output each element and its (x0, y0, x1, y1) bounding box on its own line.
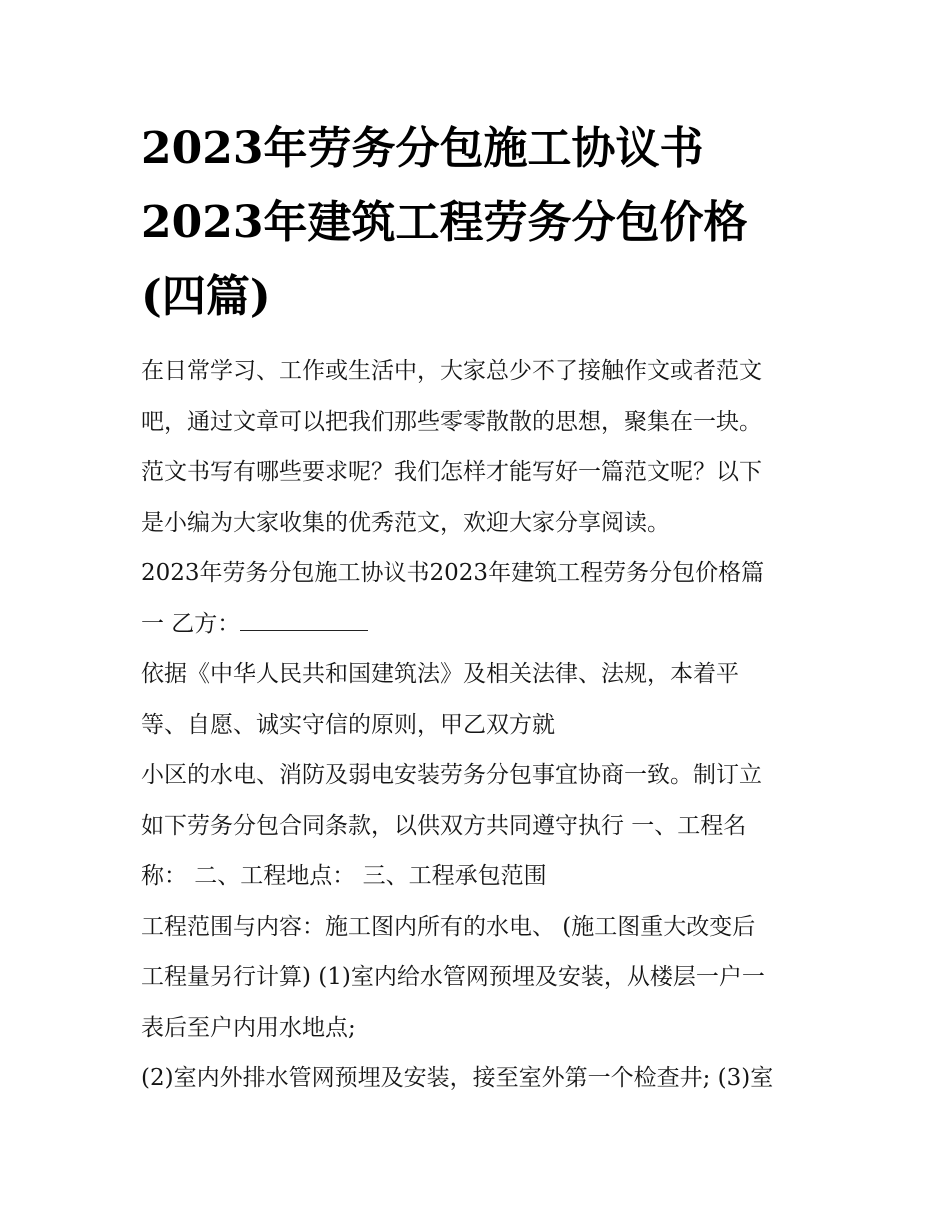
body-line: 范文书写有哪些要求呢？我们怎样才能写好一篇范文呢？以下 (141, 459, 762, 485)
document-content (141, 112, 813, 1104)
title-line-2: 2023年建筑工程劳务分包价格 (141, 197, 748, 248)
body-line: 称： 二、工程地点： 三、工程承包范围 (141, 863, 547, 889)
body-line: 2023年劳务分包施工协议书2023年建筑工程劳务分包价格篇 (141, 560, 765, 586)
body-line: 等、自愿、诚实守信的原则，甲乙双方就 (141, 711, 555, 738)
body-line: (2)室内外排水管网预埋及安装，接至室外第一个检查井; (3)室 (141, 1065, 774, 1091)
body-line: 工程范围与内容：施工图内所有的水电、 (施工图重大改变后 (141, 913, 756, 940)
body-line: 依据《中华人民共和国建筑法》及相关法律、法规，本着平 (141, 661, 739, 687)
document-title (141, 112, 813, 334)
body-line: 如下劳务分包合同条款，以供双方共同遵守执行 一、工程名 (141, 812, 747, 839)
body-line: 是小编为大家收集的优秀范文，欢迎大家分享阅读。 (141, 509, 670, 536)
body-line: 小区的水电、消防及弱电安装劳务分包事宜协商一致。制订立 (141, 762, 762, 788)
body-line-with-blank (141, 599, 813, 650)
blank-underline (240, 610, 368, 631)
body-line: 在日常学习、工作或生活中，大家总少不了接触作文或者范文 (141, 358, 762, 384)
title-line-1: 2023年劳务分包施工协议书 (141, 123, 704, 174)
title-line-3: (四篇) (141, 271, 271, 322)
document-body (141, 346, 813, 1104)
party-b-label: 一 乙方： (141, 610, 241, 637)
body-line: 工程量另行计算) (1)室内给水管网预埋及安装，从楼层一户一 (141, 964, 765, 990)
body-line: 表后至户内用水地点; (141, 1014, 356, 1041)
body-line: 吧，通过文章可以把我们那些零零散散的思想，聚集在一块。 (141, 408, 762, 435)
